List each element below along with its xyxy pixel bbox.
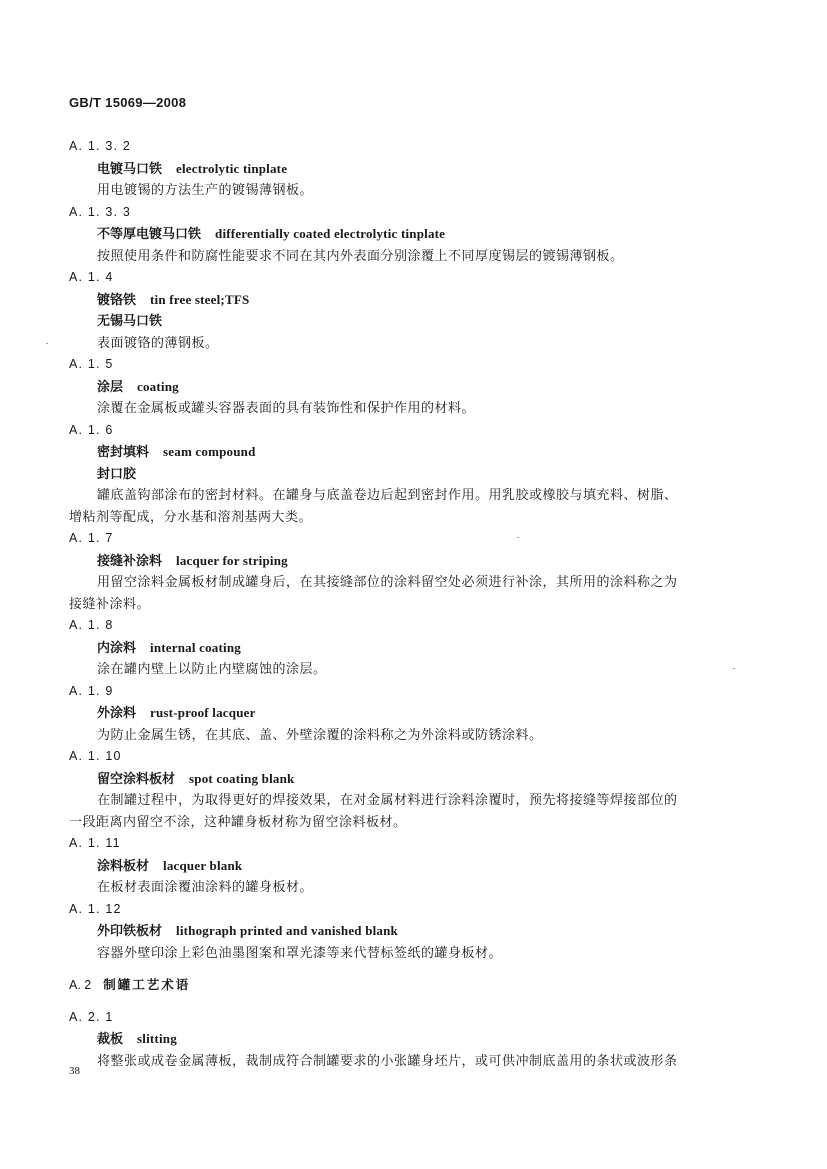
term-entry — [69, 136, 749, 202]
term-en: seam compound — [163, 444, 256, 459]
entry-number: A. 1. 10 — [69, 749, 122, 763]
term-line — [69, 920, 749, 943]
term-line — [69, 768, 749, 791]
term-en: internal coating — [150, 639, 241, 655]
entry-number: A. 1. 9 — [69, 683, 114, 698]
definition — [69, 485, 749, 528]
term-zh: 外涂料 — [97, 706, 137, 721]
entry-number: A. 1. 7 — [69, 531, 114, 545]
entry-number: A. 1. 6 — [69, 422, 114, 437]
term-entry — [69, 420, 749, 529]
term-line-synonym — [69, 311, 749, 333]
definition: 在板材表面涂覆油涂料的罐身板材。 — [97, 880, 314, 895]
term-zh: 内涂料 — [97, 640, 137, 656]
term-entry — [69, 354, 749, 420]
entry-number: A. 1. 3. 3 — [69, 204, 132, 219]
term-entry — [69, 833, 749, 899]
term-entry — [69, 746, 749, 833]
definition: 为防止金属生锈，在其底、盖、外壁涂覆的涂料称之为外涂料或防锈涂料。 — [97, 727, 543, 743]
term-entry — [69, 528, 749, 615]
term-zh: 无锡马口铁 — [97, 314, 163, 329]
term-en: lithograph printed and vanished blank — [176, 923, 398, 938]
term-line — [69, 1028, 749, 1051]
definition: 将整张或成卷金属薄板，裁制成符合制罐要求的小张罐身坯片，或可供冲制底盖用的条状或波形条 — [97, 1053, 678, 1069]
definition: 涂在罐内壁上以防止内壁腐蚀的涂层。 — [97, 662, 327, 677]
scan-speck — [517, 537, 519, 538]
term-en: lacquer for striping — [176, 552, 288, 568]
page-number: 38 — [69, 1065, 80, 1077]
term-zh: 外印铁板材 — [97, 924, 163, 939]
term-zh: 留空涂料板材 — [97, 771, 176, 787]
entry-number: A. 2. 1 — [69, 1009, 114, 1024]
term-entry — [69, 267, 749, 354]
entry-number: A. 1. 3. 2 — [69, 139, 132, 153]
term-zh: 封口胶 — [97, 466, 137, 482]
term-en: electrolytic tinplate — [176, 160, 288, 176]
term-line — [69, 158, 749, 181]
term-line — [69, 441, 749, 464]
term-zh: 涂料板材 — [97, 858, 150, 874]
term-en: lacquer blank — [163, 857, 243, 873]
entry-number: A. 1. 11 — [69, 836, 121, 850]
definition — [69, 790, 749, 833]
definition: 容器外壁印涂上彩色油墨图案和罩光漆等来代替标签纸的罐身板材。 — [97, 945, 503, 961]
section-heading — [69, 974, 749, 997]
definition-line: 增粘剂等配成，分水基和溶剂基两大类。 — [69, 509, 313, 525]
term-line-synonym — [69, 464, 749, 486]
term-en: rust-proof lacquer — [150, 705, 256, 720]
term-zh: 密封填料 — [97, 445, 150, 460]
section-title: 制罐工艺术语 — [103, 977, 191, 992]
definition: 用电镀锡的方法生产的镀锡薄钢板。 — [97, 183, 314, 198]
term-zh: 不等厚电镀马口铁 — [97, 227, 202, 242]
section-number: A. 2 — [69, 978, 92, 992]
term-zh: 镀铬铁 — [97, 292, 137, 308]
term-line — [69, 855, 749, 878]
definition — [69, 572, 749, 615]
definition-line: 在制罐过程中，为取得更好的焊接效果，在对金属材料进行涂料涂覆时，预先将接缝等焊接部位的 — [97, 793, 678, 808]
entry-number: A. 1. 5 — [69, 357, 114, 371]
term-line — [69, 550, 749, 573]
entry-number: A. 1. 12 — [69, 901, 122, 916]
term-line — [69, 223, 749, 246]
entry-number: A. 1. 8 — [69, 618, 114, 632]
definition: 表面镀铬的薄钢板。 — [97, 335, 219, 351]
term-line — [69, 637, 749, 660]
term-entry — [69, 1007, 749, 1073]
term-line — [69, 289, 749, 312]
term-zh: 涂层 — [97, 379, 124, 395]
term-zh: 接缝补涂料 — [97, 553, 163, 569]
term-en: coating — [137, 378, 179, 394]
term-entry — [69, 681, 749, 747]
term-en: slitting — [137, 1031, 177, 1046]
term-zh: 电镀马口铁 — [97, 161, 163, 177]
definition-line: 一段距离内留空不涂，这种罐身板材称为留空涂料板材。 — [69, 814, 407, 830]
definition: 涂覆在金属板或罐头容器表面的具有装饰性和保护作用的材料。 — [97, 401, 476, 416]
term-entry — [69, 202, 749, 268]
term-zh: 裁板 — [97, 1032, 124, 1047]
content-body — [69, 136, 749, 1072]
standard-code: GB/T 15069—2008 — [69, 95, 187, 110]
definition-line: 接缝补涂料。 — [69, 596, 151, 612]
term-entry — [69, 615, 749, 681]
entry-number: A. 1. 4 — [69, 270, 114, 284]
term-line — [69, 702, 749, 725]
definition: 按照使用条件和防腐性能要求不同在其内外表面分别涂覆上不同厚度锡层的镀锡薄钢板。 — [97, 248, 624, 264]
term-line — [69, 376, 749, 399]
scan-speck — [46, 343, 48, 344]
term-en: differentially coated electrolytic tinplate — [215, 226, 446, 241]
term-en: tin free steel;TFS — [150, 291, 250, 307]
definition-line: 用留空涂料金属板材制成罐身后，在其接缝部位的涂料留空处必须进行补涂，其所用的涂料称之为 — [97, 575, 678, 590]
term-entry — [69, 899, 749, 965]
scan-speck — [733, 668, 735, 669]
definition-line: 罐底盖钩部涂布的密封材料。在罐身与底盖卷边后起到密封作用。用乳胶或橡胶与填充料、树脂、 — [97, 488, 678, 503]
term-en: spot coating blank — [189, 770, 295, 786]
